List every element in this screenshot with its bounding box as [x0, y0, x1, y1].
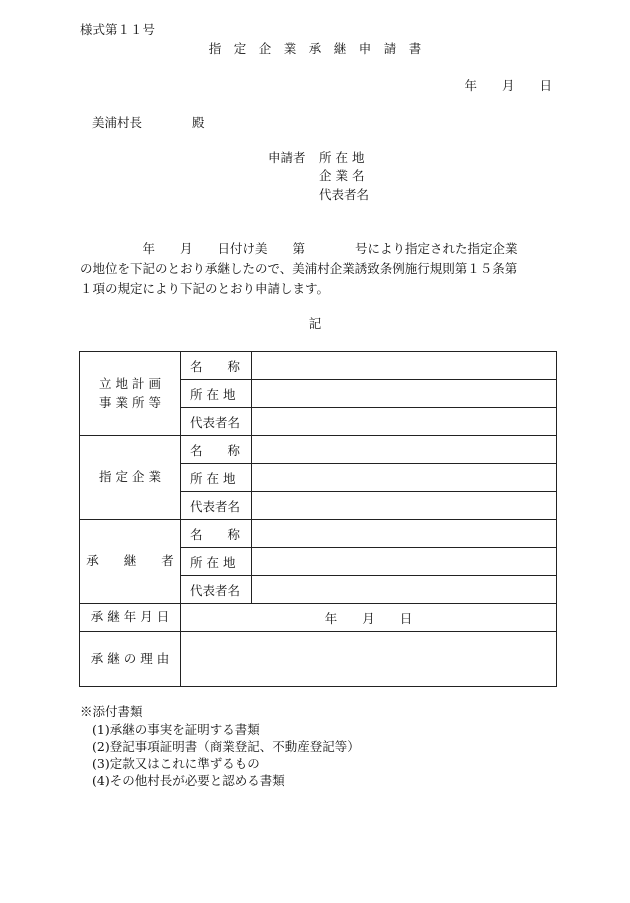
addressee: 美浦村長 殿 [92, 115, 205, 130]
applicant-representative-label: 代表者名 [319, 187, 370, 202]
body-line: 年 月 日付け美 第 号により指定された指定企業 [80, 241, 518, 256]
group-label-designated: 指 定 企 業 [80, 436, 181, 520]
form-number: 様式第１１号 [80, 22, 156, 37]
ki-heading: 記 [308, 316, 322, 331]
attachment-item: (1)承継の事実を証明する書類 [92, 722, 260, 737]
applicant-label: 申請者 [268, 150, 306, 165]
row-label: 所 在 地 [181, 464, 252, 492]
succession-date-value[interactable]: 年 月 日 [181, 604, 557, 632]
row-label: 所 在 地 [181, 548, 252, 576]
row-label: 名 称 [181, 436, 252, 464]
document-title: 指 定 企 業 承 継 申 請 書 [208, 41, 422, 56]
succession-date-label: 承 継 年 月 日 [80, 604, 181, 632]
table-row [80, 604, 557, 632]
applicant-address-label: 所 在 地 [319, 150, 365, 165]
row-label: 代表者名 [181, 408, 252, 436]
succession-reason-label: 承 継 の 理 由 [80, 632, 181, 687]
succession-reason-value[interactable] [181, 632, 557, 687]
attachment-item: (3)定款又はこれに準ずるもの [92, 756, 260, 771]
designated-name-value[interactable] [252, 436, 557, 464]
body-line: の地位を下記のとおり承継したので、美浦村企業誘致条例施行規則第１５条第 [80, 261, 518, 276]
application-date: 年 月 日 [464, 78, 552, 93]
table-row [80, 352, 557, 380]
row-label: 所 在 地 [181, 380, 252, 408]
successor-address-value[interactable] [252, 548, 557, 576]
site-address-value[interactable] [252, 380, 557, 408]
row-label: 名 称 [181, 520, 252, 548]
body-line: １項の規定により下記のとおり申請します。 [80, 281, 330, 296]
designated-representative-value[interactable] [252, 492, 557, 520]
designated-address-value[interactable] [252, 464, 557, 492]
table-row [80, 520, 557, 548]
successor-name-value[interactable] [252, 520, 557, 548]
applicant-company-label: 企 業 名 [319, 168, 365, 183]
site-representative-value[interactable] [252, 408, 557, 436]
group-label-successor: 承 継 者 [80, 520, 181, 604]
row-label: 代表者名 [181, 492, 252, 520]
table-row [80, 632, 557, 687]
row-label: 名 称 [181, 352, 252, 380]
site-name-value[interactable] [252, 352, 557, 380]
successor-representative-value[interactable] [252, 576, 557, 604]
group-label-site: 立 地 計 画 事 業 所 等 [80, 352, 181, 436]
row-label: 代表者名 [181, 576, 252, 604]
table-row [80, 436, 557, 464]
application-table [79, 351, 557, 687]
attachment-item: (2)登記事項証明書（商業登記、不動産登記等） [92, 739, 360, 754]
attachment-item: (4)その他村長が必要と認める書類 [92, 773, 285, 788]
attachments-heading: ※添付書類 [80, 704, 143, 719]
